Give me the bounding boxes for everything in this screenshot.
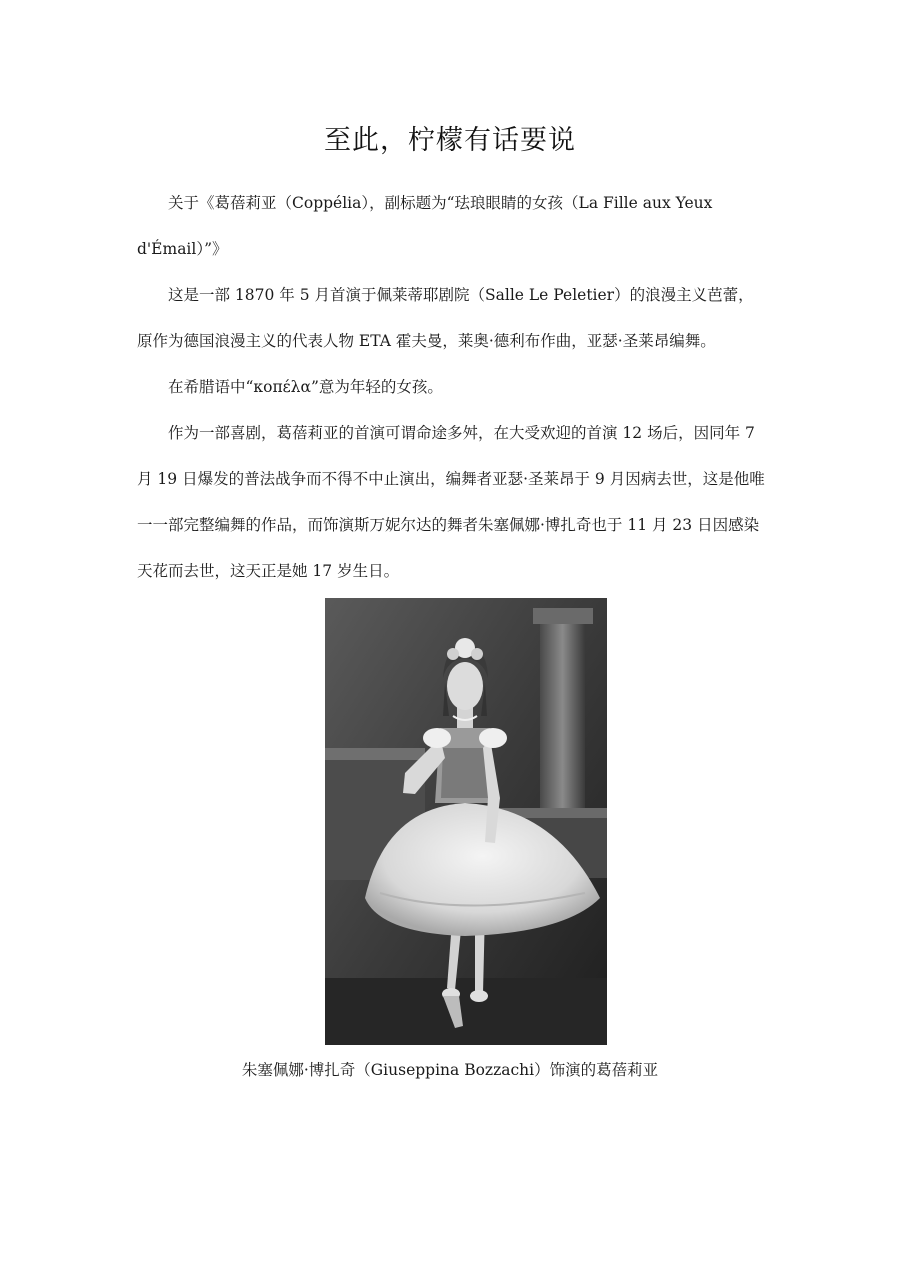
paragraph-history: 作为一部喜剧，葛蓓莉亚的首演可谓命途多舛，在大受欢迎的首演 12 场后，因同年 7 月 19 日爆发的普法战争而不得不中止演出，编舞者亚瑟·圣莱昂于 9 月因病去世，这是他唯一一部完整编舞的作品，而饰演斯万妮尔达的舞者朱塞佩娜·博扎奇也于 11 月 23 日因感染天花而去世，这天正是她 17 岁生日。: [137, 424, 765, 580]
figure-caption: 朱塞佩娜·博扎奇（Giuseppina Bozzachi）饰演的葛蓓莉亚: [241, 1061, 659, 1079]
paragraph-premiere: 这是一部 1870 年 5 月首演于佩莱蒂耶剧院（Salle Le Peletier）的浪漫主义芭蕾，原作为德国浪漫主义的代表人物 ETA 霍夫曼，莱奥·德利布作曲，亚瑟·圣莱昂编舞。: [137, 286, 754, 350]
ballerina-photo: [325, 598, 607, 1045]
paragraph-greek: 在希腊语中“κοπέλα”意为年轻的女孩。: [168, 378, 443, 396]
paragraph-intro: 关于《葛蓓莉亚（Coppélia），副标题为“珐琅眼睛的女孩（La Fille aux Yeux d'Émail）”》: [137, 194, 713, 258]
page-title: 至此，柠檬有话要说: [324, 125, 576, 156]
article-body: [137, 180, 767, 594]
